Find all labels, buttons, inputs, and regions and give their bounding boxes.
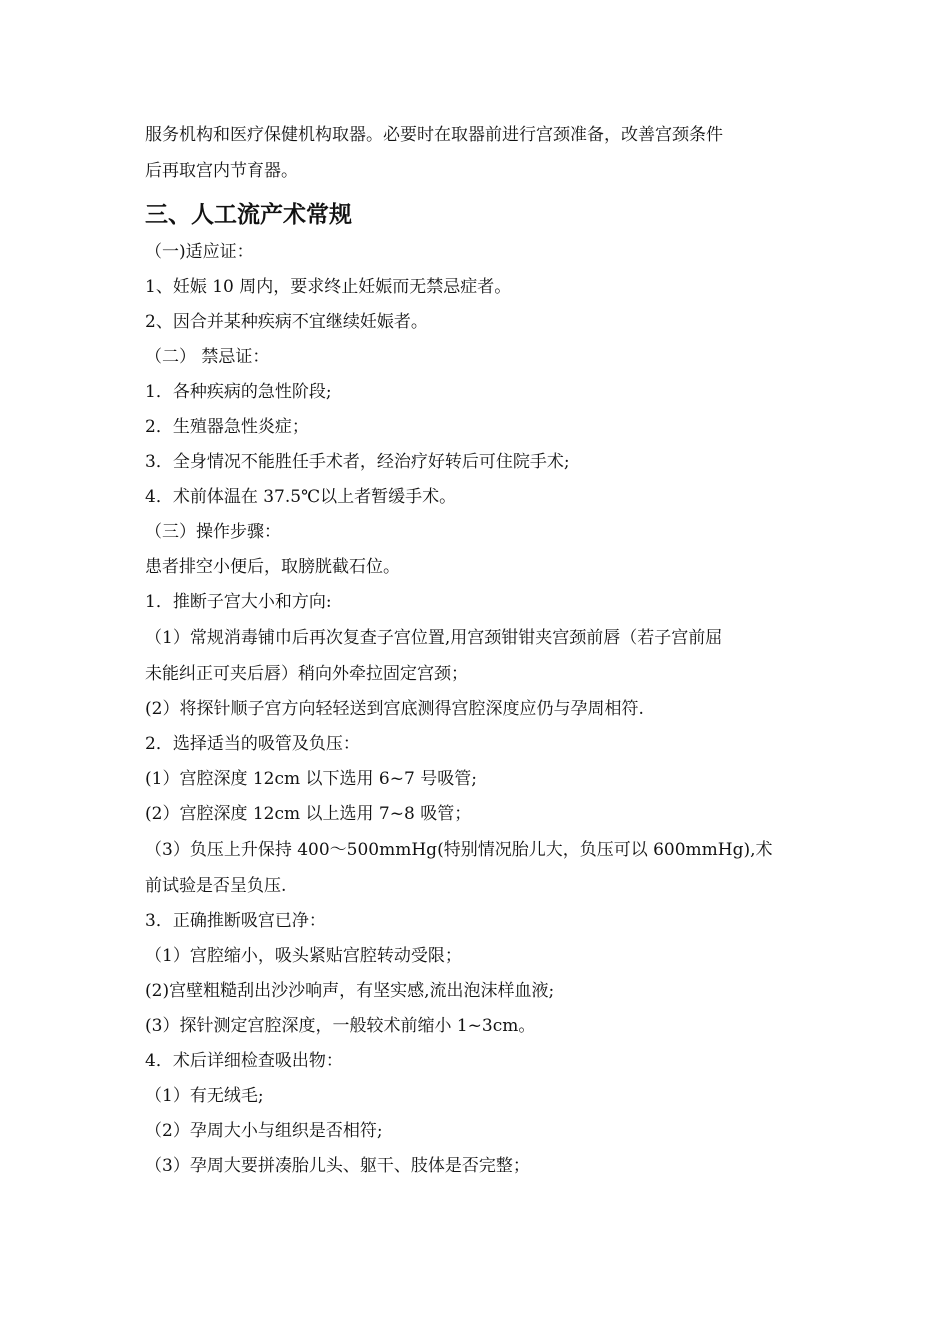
step4-title: 4．术后详细检查吸出物：: [145, 1051, 343, 1071]
indications-heading: （一)适应证：: [145, 242, 254, 262]
intro-line-1: 服务机构和医疗保健机构取器。必要时在取器前进行宫颈准备，改善宫颈条件: [145, 125, 723, 145]
intro-line-2: 后再取宫内节育器。: [145, 161, 298, 181]
step1-title: 1．推断子宫大小和方向:: [145, 592, 332, 612]
step4-item: （3）孕周大要拼凑胎儿头、躯干、肢体是否完整；: [145, 1156, 530, 1176]
step1-item: 未能纠正可夹后唇）稍向外牵拉固定宫颈；: [145, 664, 468, 684]
contraindication-item: 1．各种疾病的急性阶段;: [145, 382, 332, 402]
contraindication-item: 4．术前体温在 37.5℃以上者暂缓手术。: [145, 487, 457, 507]
steps-intro: 患者排空小便后，取膀胱截石位。: [145, 557, 400, 577]
contraindications-heading: （二） 禁忌证：: [145, 347, 270, 367]
document-body: [145, 117, 810, 1184]
step2-item: （3）负压上升保持 400～500mmHg(特别情况胎儿大，负压可以 600mmHg),术: [145, 840, 773, 860]
step3-item: （1）宫腔缩小，吸头紧贴宫腔转动受限；: [145, 946, 462, 966]
indication-item: 1、妊娠 10 周内，要求终止妊娠而无禁忌症者。: [145, 277, 512, 297]
step2-item: (1）宫腔深度 12cm 以下选用 6~7 号吸管;: [145, 769, 477, 789]
contraindication-item: 3．全身情况不能胜任手术者，经治疗好转后可住院手术;: [145, 452, 570, 472]
indication-item: 2、因合并某种疾病不宜继续妊娠者。: [145, 312, 428, 332]
step4-item: （1）有无绒毛;: [145, 1086, 264, 1106]
steps-heading: （三）操作步骤：: [145, 522, 281, 542]
step2-item: (2）宫腔深度 12cm 以上选用 7~8 吸管；: [145, 804, 472, 824]
step3-title: 3．正确推断吸宫已净：: [145, 911, 326, 931]
step1-item: （1）常规消毒铺巾后再次复查子宫位置,用宫颈钳钳夹宫颈前唇（若子宫前屈: [145, 628, 723, 648]
step4-item: （2）孕周大小与组织是否相符;: [145, 1121, 383, 1141]
step1-item: (2）将探针顺子宫方向轻轻送到宫底测得宫腔深度应仍与孕周相符.: [145, 699, 644, 719]
section-heading: 三、人工流产术常规: [145, 202, 352, 228]
step2-item: 前试验是否呈负压.: [145, 876, 287, 896]
step2-title: 2．选择适当的吸管及负压：: [145, 734, 360, 754]
contraindication-item: 2．生殖器急性炎症；: [145, 417, 309, 437]
step3-item: (2)宫壁粗糙刮出沙沙响声，有坚实感,流出泡沫样血液;: [145, 981, 555, 1001]
step3-item: (3）探针测定宫腔深度，一般较术前缩小 1~3cm。: [145, 1016, 536, 1036]
